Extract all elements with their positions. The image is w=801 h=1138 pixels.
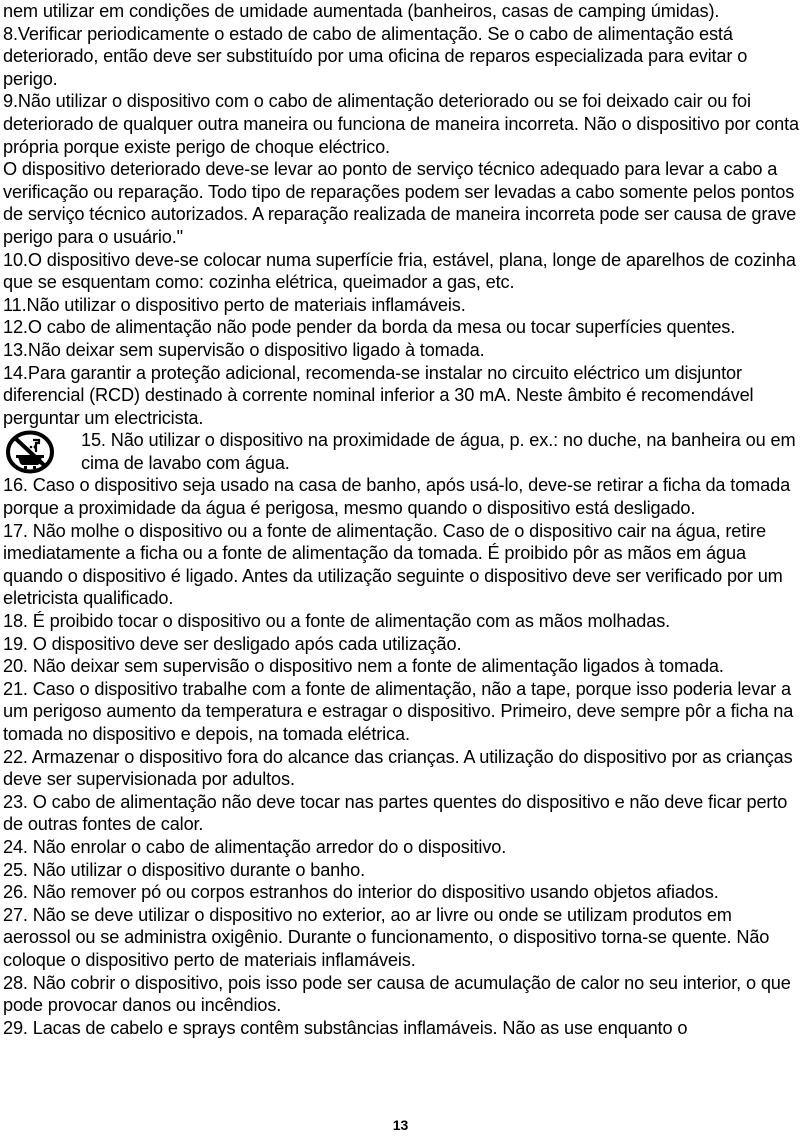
instruction-12: 12.O cabo de alimentação não pode pender da borda da mesa ou tocar superfícies quentes. bbox=[3, 317, 736, 338]
instruction-8: 8.Verificar periodicamente o estado de cabo de alimentação. Se o cabo de alimentação está deteriorado, então deve ser substituído por uma oficina de reparos especializada para evitar o perigo. bbox=[3, 23, 748, 89]
instruction-21: 21. Caso o dispositivo trabalhe com a fonte de alimentação, não a tape, porque isso poderia levar a um perigoso aumento da temperatura e estragar o dispositivo. Primeiro, deve sempre pôr a ficha na tomada no dispositivo e depois, na tomada elétrica. bbox=[3, 678, 794, 744]
instruction-29: 29. Lacas de cabelo e sprays contêm substâncias inflamáveis. Não as use enquanto o bbox=[3, 1017, 688, 1038]
instruction-19: 19. O dispositivo deve ser desligado após cada utilização. bbox=[3, 633, 462, 654]
instruction-15-row bbox=[3, 429, 799, 474]
instruction-23: 23. O cabo de alimentação não deve tocar nas partes quentes do dispositivo e não deve ficar perto de outras fontes de calor. bbox=[3, 791, 788, 835]
instruction-28: 28. Não cobrir o dispositivo, pois isso pode ser causa de acumulação de calor no seu interior, o que pode provocar danos ou incêndios. bbox=[3, 972, 791, 1016]
instruction-11: 11.Não utilizar o dispositivo perto de materiais inflamáveis. bbox=[3, 294, 466, 315]
instruction-20: 20. Não deixar sem supervisão o dispositivo nem a fonte de alimentação ligados à tomada. bbox=[3, 656, 724, 677]
instruction-27: 27. Não se deve utilizar o dispositivo no exterior, ao ar livre ou onde se utilizam produtos em aerossol ou se administra oxigênio. Durante o funcionamento, o dispositivo torna-se quente. Não coloque o dispositivo perto de materiais inflamáveis. bbox=[3, 904, 770, 970]
instruction-25: 25. Não utilizar o dispositivo durante o banho. bbox=[3, 859, 365, 880]
instruction-9: 9.Não utilizar o dispositivo com o cabo de alimentação deteriorado ou se foi deixado cair ou foi deteriorado de qualquer outra maneira ou funciona de maneira incorreta. Não o dispositivo por conta própria porque existe perigo de choque eléctrico. bbox=[3, 91, 800, 157]
instruction-13: 13.Não deixar sem supervisão o dispositivo ligado à tomada. bbox=[3, 339, 485, 360]
instruction-24: 24. Não enrolar o cabo de alimentação arredor do o dispositivo. bbox=[3, 836, 507, 857]
safety-instructions bbox=[3, 0, 799, 1039]
instruction-16: 16. Caso o dispositivo seja usado na casa de banho, após usá-lo, deve-se retirar a ficha da tomada porque a proximidade da água é perigosa, mesmo quando o dispositivo está desligado. bbox=[3, 475, 791, 519]
instruction-26: 26. Não remover pó ou corpos estranhos do interior do dispositivo usando objetos afiados. bbox=[3, 882, 719, 903]
no-water-bath-icon bbox=[5, 430, 55, 474]
instruction-14: 14.Para garantir a proteção adicional, recomenda-se instalar no circuito eléctrico um disjuntor diferencial (RCD) destinado à corrente nominal inferior a 30 mA. Neste âmbito é recomendável perguntar um electricista. bbox=[3, 362, 754, 428]
instruction-7-continuation: nem utilizar em condições de umidade aumentada (banheiros, casas de camping úmidas). bbox=[3, 1, 720, 21]
instruction-10: 10.O dispositivo deve-se colocar numa superfície fria, estável, plana, longe de aparelhos de cozinha que se esquentam como: cozinha elétrica, queimador a gas, etc. bbox=[3, 249, 796, 293]
instruction-15: 15. Não utilizar o dispositivo na proximidade de água, p. ex.: no duche, na banheira ou em cima de lavabo com água. bbox=[81, 430, 796, 473]
instruction-17: 17. Não molhe o dispositivo ou a fonte de alimentação. Caso de o dispositivo cair na água, retire imediatamente a ficha ou a fonte de alimentação da tomada. É proibido pôr as mãos em água quando o dispositivo é ligado. Antes da utilização seguinte o dispositivo deve ser verificado por um eletricista qualificado. bbox=[3, 520, 783, 609]
service-note: O dispositivo deteriorado deve-se levar ao ponto de serviço técnico adequado para levar a cabo a verificação ou reparação. Todo tipo de reparações podem ser levadas a cabo somente pelos pontos de serviço técnico autorizados. A reparação realizada de maneira incorreta pode ser causa de grave perigo para o usuário." bbox=[3, 159, 797, 247]
instruction-18: 18. É proibido tocar o dispositivo ou a fonte de alimentação com as mãos molhadas. bbox=[3, 611, 671, 632]
instruction-22: 22. Armazenar o dispositivo fora do alcance das crianças. A utilização do dispositivo por as crianças deve ser supervisionada por adultos. bbox=[3, 746, 793, 790]
page-number: 13 bbox=[392, 1117, 409, 1133]
